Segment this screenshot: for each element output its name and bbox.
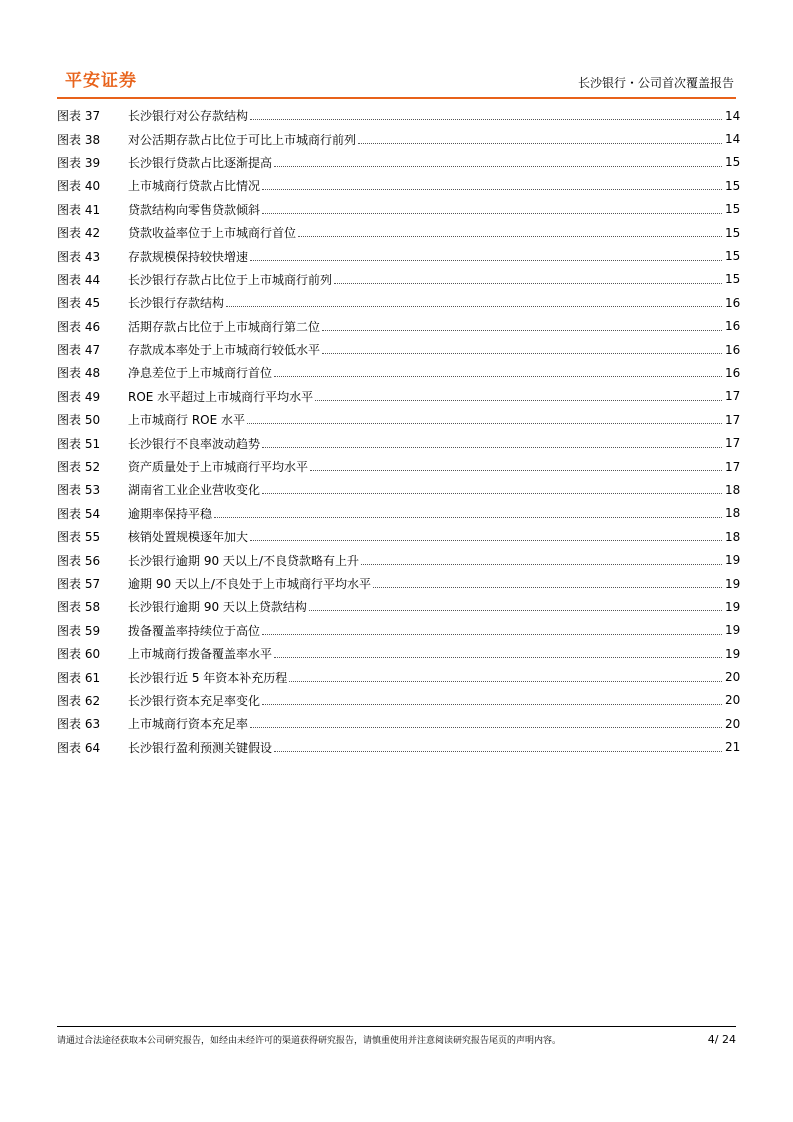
toc-figure-title: 长沙银行逾期 90 天以上/不良贷款略有上升 [128, 553, 359, 568]
toc-page-number: 19 [725, 576, 741, 591]
toc-figure-title: 长沙银行盈利预测关键假设 [128, 740, 273, 755]
toc-page-number: 19 [725, 599, 741, 614]
toc-row[interactable] [57, 338, 739, 361]
toc-row[interactable] [57, 525, 739, 548]
table-of-figures [57, 104, 739, 759]
toc-page-number: 17 [725, 459, 741, 474]
toc-page-number: 16 [725, 365, 741, 380]
toc-row[interactable] [57, 151, 739, 174]
toc-figure-label: 图表 62 [57, 693, 101, 708]
toc-figure-label: 图表 63 [57, 717, 101, 732]
toc-row[interactable] [57, 431, 739, 454]
toc-row[interactable] [57, 572, 739, 595]
toc-page-number: 14 [725, 132, 741, 147]
toc-figure-label: 图表 55 [57, 530, 101, 545]
toc-page-number: 20 [725, 716, 741, 731]
toc-dot-leader [322, 329, 722, 331]
toc-page-number: 18 [725, 506, 741, 521]
toc-dot-leader [250, 539, 722, 541]
footer-divider [57, 1026, 736, 1027]
toc-row[interactable] [57, 455, 739, 478]
toc-row[interactable] [57, 198, 739, 221]
toc-figure-title: 核销处置规模逐年加大 [128, 530, 249, 545]
toc-dot-leader [298, 235, 722, 237]
toc-figure-label: 图表 42 [57, 226, 101, 241]
toc-dot-leader [373, 586, 722, 588]
toc-row[interactable] [57, 361, 739, 384]
toc-dot-leader [250, 118, 722, 120]
toc-figure-title: ROE 水平超过上市城商行平均水平 [128, 389, 314, 404]
footer-disclaimer: 请通过合法途径获取本公司研究报告，如经由未经许可的渠道获得研究报告，请慎重使用并注意阅读研究报告尾页的声明内容。 [57, 1036, 562, 1046]
toc-figure-title: 长沙银行资本充足率变化 [128, 693, 261, 708]
toc-row[interactable] [57, 291, 739, 314]
toc-figure-label: 图表 64 [57, 740, 101, 755]
toc-row[interactable] [57, 127, 739, 150]
toc-figure-title: 上市城商行贷款占比情况 [128, 179, 261, 194]
toc-row[interactable] [57, 619, 739, 642]
toc-dot-leader [214, 516, 722, 518]
toc-figure-label: 图表 60 [57, 647, 101, 662]
toc-dot-leader [247, 422, 722, 424]
toc-page-number: 15 [725, 202, 741, 217]
toc-figure-label: 图表 48 [57, 366, 101, 381]
toc-page-number: 15 [725, 155, 741, 170]
toc-row[interactable] [57, 642, 739, 665]
toc-row[interactable] [57, 174, 739, 197]
toc-figure-label: 图表 51 [57, 436, 101, 451]
toc-figure-title: 湖南省工业企业营收变化 [128, 483, 261, 498]
toc-figure-label: 图表 61 [57, 670, 101, 685]
toc-figure-title: 长沙银行贷款占比逐渐提高 [128, 155, 273, 170]
toc-row[interactable] [57, 665, 739, 688]
toc-dot-leader [250, 726, 722, 728]
toc-row[interactable] [57, 502, 739, 525]
toc-figure-title: 存款规模保持较快增速 [128, 249, 249, 264]
toc-row[interactable] [57, 478, 739, 501]
toc-row[interactable] [57, 244, 739, 267]
toc-dot-leader [262, 188, 722, 190]
toc-page-number: 15 [725, 272, 741, 287]
toc-dot-leader [274, 750, 722, 752]
page-header [57, 64, 736, 98]
toc-figure-label: 图表 58 [57, 600, 101, 615]
toc-page-number: 15 [725, 249, 741, 264]
toc-dot-leader [250, 259, 722, 261]
toc-figure-title: 逾期率保持平稳 [128, 506, 213, 521]
toc-figure-label: 图表 37 [57, 109, 101, 124]
toc-page-number: 14 [725, 108, 741, 123]
toc-figure-title: 上市城商行拨备覆盖率水平 [128, 647, 273, 662]
toc-figure-title: 净息差位于上市城商行首位 [128, 366, 273, 381]
toc-page-number: 16 [725, 342, 741, 357]
toc-figure-title: 长沙银行不良率波动趋势 [128, 436, 261, 451]
toc-figure-label: 图表 40 [57, 179, 101, 194]
toc-dot-leader [309, 609, 722, 611]
toc-dot-leader [274, 165, 722, 167]
toc-figure-title: 上市城商行 ROE 水平 [128, 413, 245, 428]
toc-figure-title: 贷款收益率位于上市城商行首位 [128, 226, 297, 241]
toc-page-number: 15 [725, 178, 741, 193]
toc-row[interactable] [57, 595, 739, 618]
toc-dot-leader [289, 680, 722, 682]
page-number: 4/ 24 [707, 1033, 736, 1046]
toc-dot-leader [322, 352, 722, 354]
toc-dot-leader [315, 399, 722, 401]
toc-figure-label: 图表 59 [57, 623, 101, 638]
toc-figure-label: 图表 50 [57, 413, 101, 428]
toc-page-number: 19 [725, 646, 741, 661]
toc-figure-label: 图表 56 [57, 553, 101, 568]
toc-dot-leader [262, 492, 722, 494]
toc-figure-label: 图表 54 [57, 506, 101, 521]
toc-figure-title: 长沙银行对公存款结构 [128, 109, 249, 124]
toc-row[interactable] [57, 268, 739, 291]
toc-figure-label: 图表 39 [57, 155, 101, 170]
toc-dot-leader [262, 212, 722, 214]
toc-row[interactable] [57, 712, 739, 735]
toc-figure-title: 逾期 90 天以上/不良处于上市城商行平均水平 [128, 577, 371, 591]
toc-dot-leader [262, 703, 722, 705]
brand-logo: 平安证券 [65, 71, 137, 91]
toc-figure-title: 长沙银行存款结构 [128, 296, 225, 311]
toc-dot-leader [262, 446, 722, 448]
toc-figure-label: 图表 57 [57, 577, 101, 591]
toc-row[interactable] [57, 385, 739, 408]
toc-figure-title: 长沙银行逾期 90 天以上贷款结构 [128, 600, 307, 615]
toc-row[interactable] [57, 408, 739, 431]
toc-figure-title: 资产质量处于上市城商行平均水平 [128, 460, 309, 475]
report-title: 长沙银行・公司首次覆盖报告 [577, 76, 734, 90]
toc-figure-label: 图表 38 [57, 132, 101, 147]
toc-page-number: 19 [725, 623, 741, 638]
toc-figure-title: 对公活期存款占比位于可比上市城商行前列 [128, 132, 357, 147]
toc-dot-leader [361, 563, 722, 565]
toc-dot-leader [274, 375, 722, 377]
toc-figure-title: 上市城商行资本充足率 [128, 717, 249, 732]
toc-page-number: 21 [725, 740, 741, 755]
toc-figure-title: 长沙银行存款占比位于上市城商行前列 [128, 272, 333, 287]
toc-figure-label: 图表 45 [57, 296, 101, 311]
toc-figure-title: 拨备覆盖率持续位于高位 [128, 623, 261, 638]
toc-row[interactable] [57, 689, 739, 712]
toc-figure-label: 图表 43 [57, 249, 101, 264]
toc-dot-leader [358, 142, 722, 144]
header-divider [57, 97, 736, 99]
toc-page-number: 20 [725, 670, 741, 685]
toc-figure-label: 图表 46 [57, 319, 101, 334]
toc-row[interactable] [57, 315, 739, 338]
toc-page-number: 17 [725, 389, 741, 404]
toc-page-number: 17 [725, 436, 741, 451]
toc-figure-label: 图表 49 [57, 389, 101, 404]
toc-row[interactable] [57, 221, 739, 244]
toc-figure-label: 图表 52 [57, 460, 101, 475]
toc-figure-title: 长沙银行近 5 年资本补充历程 [128, 670, 288, 685]
toc-row[interactable] [57, 548, 739, 571]
toc-page-number: 15 [725, 225, 741, 240]
toc-page-number: 18 [725, 529, 741, 544]
toc-dot-leader [334, 282, 722, 284]
toc-figure-label: 图表 44 [57, 272, 101, 287]
toc-figure-label: 图表 53 [57, 483, 101, 498]
toc-figure-title: 贷款结构向零售贷款倾斜 [128, 202, 261, 217]
toc-dot-leader [310, 469, 722, 471]
toc-dot-leader [274, 656, 722, 658]
toc-page-number: 16 [725, 319, 741, 334]
toc-figure-title: 存款成本率处于上市城商行较低水平 [128, 343, 321, 358]
toc-figure-title: 活期存款占比位于上市城商行第二位 [128, 319, 321, 334]
toc-page-number: 17 [725, 412, 741, 427]
toc-figure-label: 图表 41 [57, 202, 101, 217]
toc-row[interactable] [57, 736, 739, 759]
toc-page-number: 19 [725, 553, 741, 568]
toc-figure-label: 图表 47 [57, 343, 101, 358]
toc-page-number: 20 [725, 693, 741, 708]
toc-page-number: 16 [725, 295, 741, 310]
toc-dot-leader [226, 305, 722, 307]
toc-row[interactable] [57, 104, 739, 127]
toc-dot-leader [262, 633, 722, 635]
toc-page-number: 18 [725, 482, 741, 497]
